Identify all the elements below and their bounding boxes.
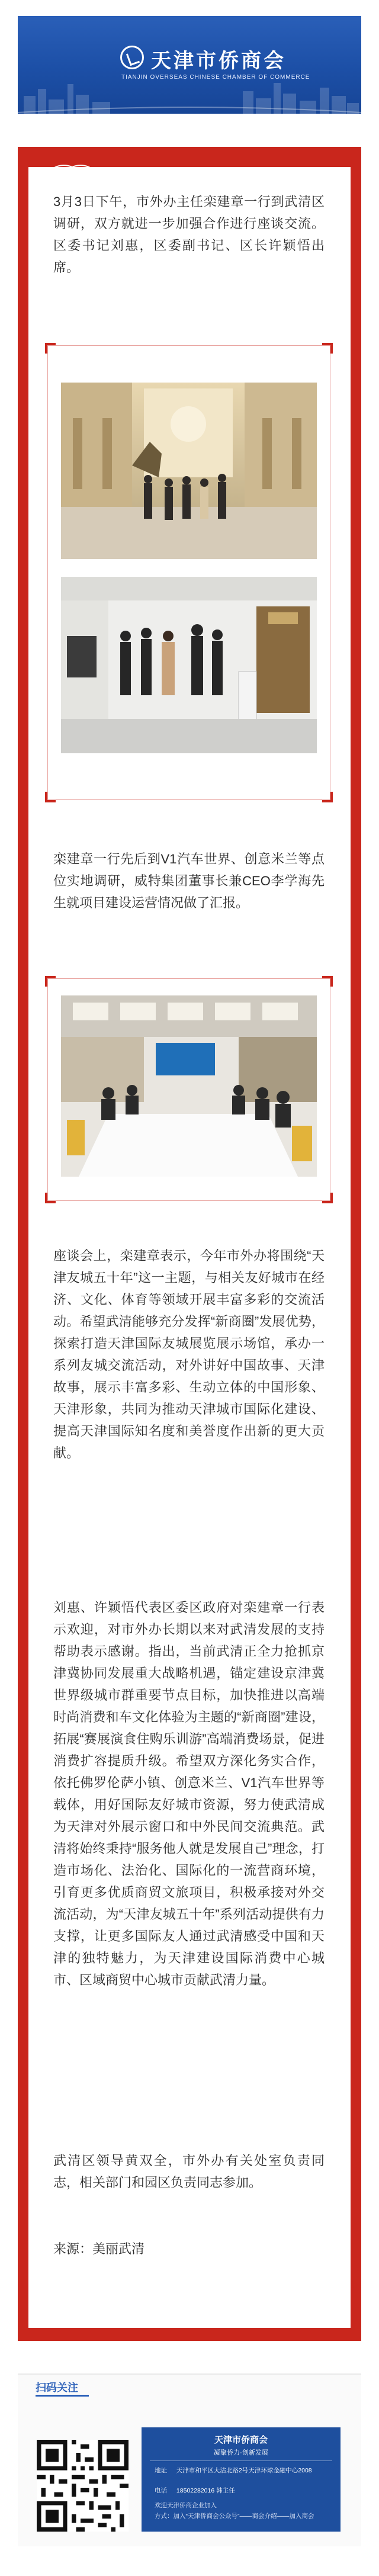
card-join-note: 欢迎天津侨商企业加入 — [155, 2502, 217, 2509]
paragraph-intro: 3月3日下午，市外办主任栾建章一行到武清区调研，双方就进一步加强合作进行座谈交流。区委书记刘惠，区委副书记、区长许颖悟出席。 — [53, 194, 325, 275]
paragraph-district-response: 刘惠、许颖悟代表区委区政府对栾建章一行表示欢迎，对市外办长期以来对武清发展的支持帮助表示感谢。指出，当前武清正全力抢抓京津冀协同发展重大战略机遇，锚定建设京津冀世界级城市群重要节点目标，加快推进以高端时尚消费和车文化体验为主题的“新商圈”建设，拓展“赛展演食住购乐训游”高端消费场景，促进消费扩容提质升级。希望双方深化务实合作，依托佛罗伦萨小镇、创意米兰、V1汽车世界等载体，用好国际友好城市资源，努力使武清成为天津对外展示窗口和中外民间交流典范。武清将始终秉持“服务他人就是发展自己”理念，打造市场化、法治化、国际化的一流营商环境，引育更多优质商贸文旅项目，积极承接对外交流活动，为“天津友城五十年”系列活动提供有力支撑，让更多国际友人通过武清感受中国和天津的独特魅力，为天津建设国际消费中心城市、区域商贸中心城市贡献武清力量。 — [53, 1600, 325, 1987]
card-address-value: 天津市和平区大沽北路2号天津环球金融中心2008 — [176, 2467, 312, 2474]
card-phone-value[interactable]: 18502282016 韩主任 — [176, 2487, 235, 2494]
article-source: 来源：美丽武清 — [53, 2241, 145, 2256]
card-org-name: 天津市侨商会 — [214, 2435, 268, 2445]
scan-follow-label: 扫码关注 — [36, 2382, 78, 2394]
header-subtitle: TIANJIN OVERSEAS CHINESE CHAMBER OF COMMERCE — [121, 74, 310, 81]
photo-mall-plaza — [61, 383, 317, 559]
chamber-logo-icon — [120, 46, 144, 69]
city-skyline-illustration — [18, 78, 361, 114]
header-banner — [18, 16, 361, 114]
header-title: 天津市侨商会 — [151, 49, 286, 73]
card-phone — [155, 2487, 332, 2495]
card-join-method: 方式：加入“天津侨商会公众号”——商会介绍——加入商会 — [155, 2513, 314, 2520]
card-address-key: 地址 — [155, 2467, 167, 2474]
scan-label-underline — [36, 2395, 89, 2397]
photo-showroom — [61, 577, 317, 753]
photo-group-visit — [47, 345, 330, 800]
qr-code-icon[interactable] — [37, 2440, 129, 2532]
paragraph-site-visit: 栾建章一行先后到V1汽车世界、创意米兰等点位实地调研，威特集团董事长兼CEO李学海先生就项目建设运营情况做了汇报。 — [53, 852, 325, 910]
paragraph-meeting-remarks: 座谈会上，栾建章表示，今年市外办将围绕“天津友城五十年”这一主题，与相关友好城市在经济、文化、体育等领域开展丰富多彩的交流活动。希望武清能够充分发挥“新商圈”发展优势，探索打造天津国际友城展览展示场馆，承办一系列友城交流活动，对外讲好中国故事、天津故事，展示丰富多彩、生动立体的中国形象、天津形象，共同为推动天津城市国际化建设、提高天津国际知名度和美誉度作出新的更大贡献。 — [53, 1248, 325, 1460]
paragraph-attendees: 武清区领导黄双全，市外办有关处室负责同志，相关部门和园区负责同志参加。 — [53, 2153, 325, 2190]
card-slogan: 凝聚侨力·创新发展 — [214, 2449, 268, 2456]
card-phone-key: 电话 — [155, 2487, 167, 2494]
contact-card — [142, 2427, 341, 2532]
photo-conference-room — [61, 995, 317, 1177]
card-address — [155, 2466, 332, 2475]
photo-group-meeting — [47, 978, 330, 1201]
